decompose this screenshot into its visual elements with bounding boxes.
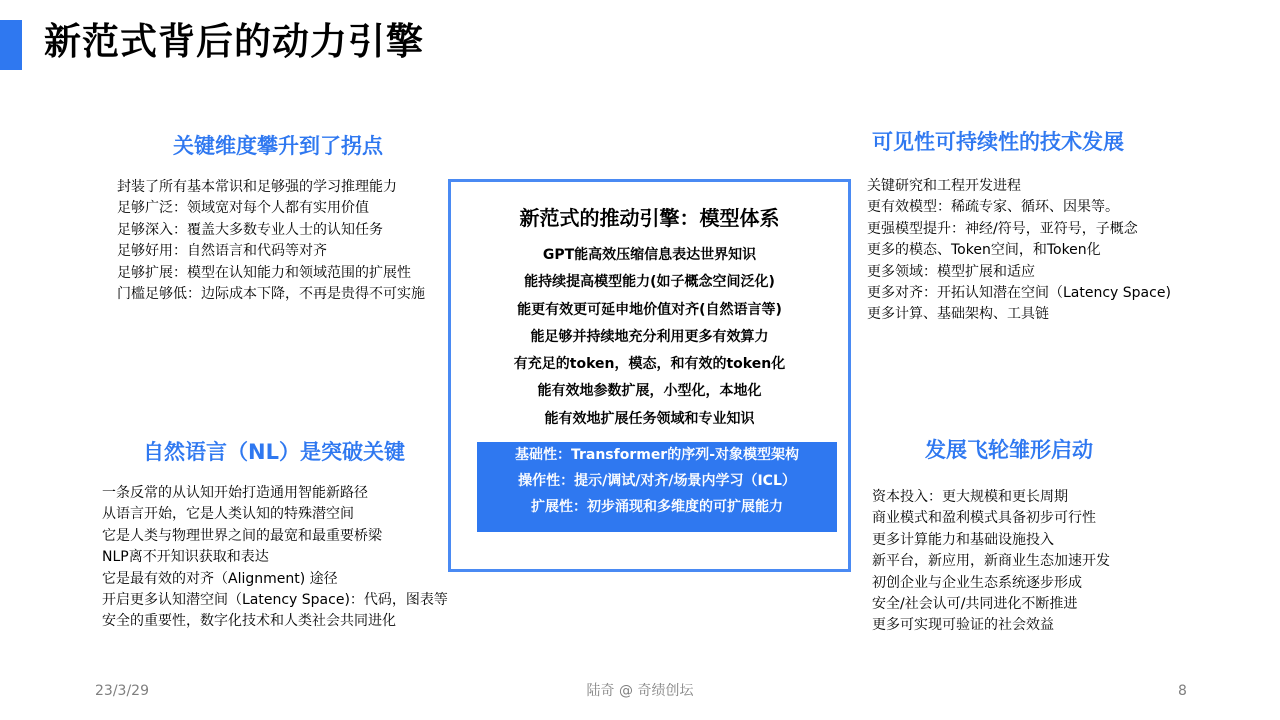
model-system-box (448, 179, 851, 572)
key-dimensions-heading: 关键维度攀升到了拐点 (173, 134, 383, 158)
title-accent-bar (0, 20, 22, 70)
list-item: 更强模型提升：神经/符号，亚符号，子概念 (867, 220, 1138, 237)
list-item: 一条反常的从认知开始打造通用智能新路径 (102, 485, 368, 501)
model-system-list (451, 242, 848, 433)
list-item: 关键研究和工程开发进程 (867, 178, 1021, 194)
list-item: 基础性：Transformer的序列-对象模型架构 (514, 447, 800, 463)
list-item: 能有效地参数扩展，小型化，本地化 (537, 383, 762, 400)
list-item: 更多计算能力和基础设施投入 (872, 531, 1054, 548)
list-item: 初创企业与企业生态系统逐步形成 (872, 574, 1082, 591)
list-item: 能持续提高模型能力(如子概念空间泛化) (524, 274, 775, 291)
foundation-panel (477, 442, 837, 532)
list-item: 商业模式和盈利模式具备初步可行性 (872, 510, 1096, 527)
natural-language-list (102, 483, 448, 633)
list-item: 更多计算、基础架构、工具链 (867, 306, 1049, 323)
flywheel-list (872, 487, 1110, 637)
list-item: GPT能高效压缩信息表达世界知识 (542, 247, 757, 263)
list-item: 新平台，新应用，新商业生态加速开发 (872, 553, 1110, 570)
list-item: 封装了所有基本常识和足够强的学习推理能力 (117, 179, 397, 195)
list-item: 能更有效更可延申地价值对齐(自然语言等) (517, 301, 782, 318)
list-item: 更多对齐：开拓认知潜在空间（Latency Space) (867, 285, 1171, 302)
list-item: 从语言开始，它是人类认知的特殊潜空间 (102, 506, 354, 523)
list-item: 足够深入：覆盖大多数专业人士的认知任务 (117, 221, 383, 238)
list-item: 安全/社会认可/共同进化不断推进 (872, 596, 1078, 613)
foundation-list (477, 442, 837, 520)
list-item: 门槛足够低：边际成本下降，不再是贵得不可实施 (117, 286, 425, 303)
list-item: 它是人类与物理世界之间的最宽和最重要桥梁 (102, 527, 382, 544)
tech-development-list (867, 176, 1171, 326)
list-item: 更多的模态、Token空间，和Token化 (867, 242, 1101, 259)
key-dimensions-list (117, 177, 425, 305)
list-item: 更多可实现可验证的社会效益 (872, 617, 1054, 634)
list-item: 安全的重要性，数字化技术和人类社会共同进化 (102, 613, 396, 630)
page-title: 新范式背后的动力引擎 (44, 20, 424, 63)
flywheel-heading: 发展飞轮雏形启动 (925, 438, 1093, 462)
list-item: 足够广泛：领域宽对每个人都有实用价值 (117, 200, 369, 217)
list-item: 开启更多认知潜空间（Latency Space)：代码，图表等 (102, 592, 448, 609)
list-item: 能足够并持续地充分利用更多有效算力 (530, 328, 769, 345)
list-item: 扩展性：初步涌现和多维度的可扩展能力 (531, 499, 783, 515)
tech-development-heading: 可见性可持续性的技术发展 (872, 130, 1124, 154)
model-system-title: 新范式的推动引擎：模型体系 (519, 206, 780, 230)
list-item: 资本投入：更大规模和更长周期 (872, 489, 1068, 505)
list-item: 能有效地扩展任务领域和专业知识 (544, 410, 755, 427)
footer-date: 23/3/29 (95, 683, 149, 699)
natural-language-heading: 自然语言（NL）是突破关键 (143, 440, 405, 464)
page-number: 8 (1178, 683, 1187, 699)
list-item: 足够扩展：模型在认知能力和领域范围的扩展性 (117, 264, 411, 281)
list-item: 更有效模型：稀疏专家、循环、因果等。 (867, 199, 1119, 216)
list-item: 操作性：提示/调试/对齐/场景内学习（ICL） (518, 473, 796, 489)
list-item: 它是最有效的对齐（Alignment) 途径 (102, 570, 338, 587)
list-item: 足够好用：自然语言和代码等对齐 (117, 243, 327, 260)
footer-author: 陆奇 @ 奇绩创坛 (586, 683, 694, 699)
list-item: 有充足的token，模态，和有效的token化 (513, 356, 786, 373)
list-item: 更多领域：模型扩展和适应 (867, 263, 1035, 280)
list-item: NLP离不开知识获取和表达 (102, 549, 269, 566)
